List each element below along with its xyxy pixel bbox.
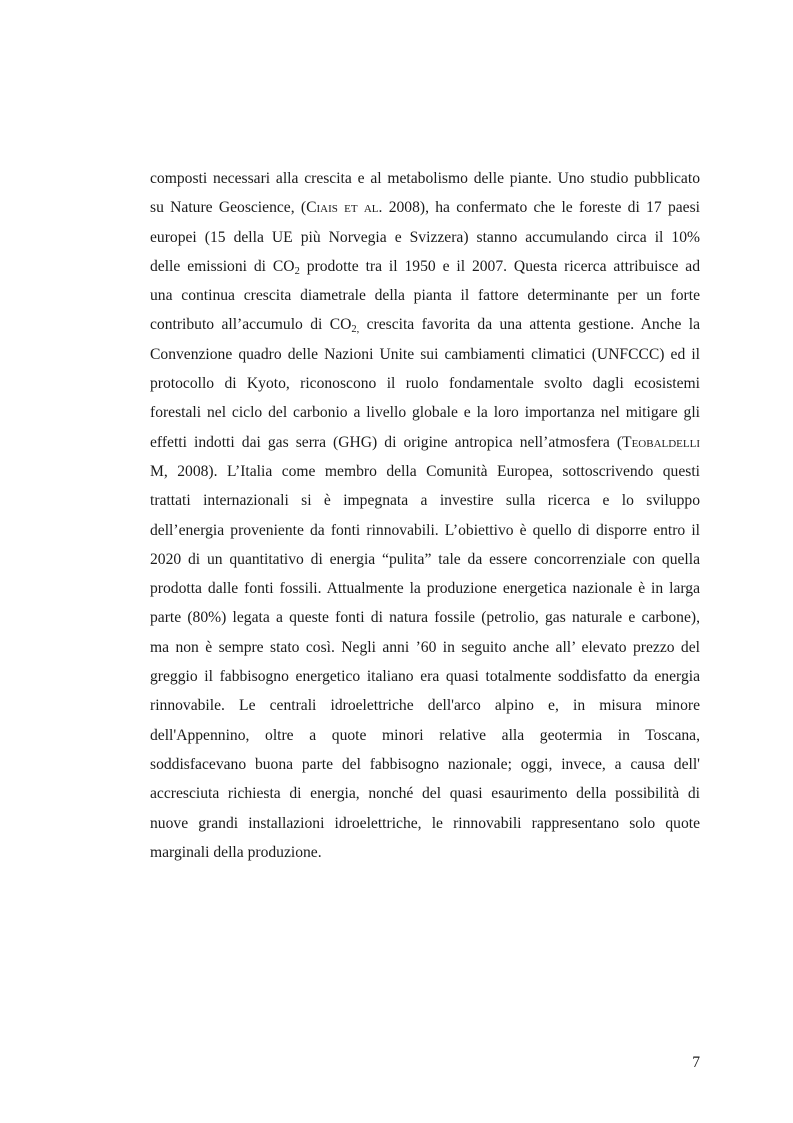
text-segment: dell’energia proveniente da fonti rinnovabili. L’obiettivo è quello di disporre entro il (150, 521, 700, 539)
text-line (150, 691, 700, 720)
subscript-text: 2 (294, 265, 300, 277)
citation-text: Teobaldelli (622, 433, 700, 451)
text-line (150, 574, 700, 603)
text-segment: nuove grandi installazioni idroelettriche, le rinnovabili rappresentano solo quote (150, 814, 700, 832)
text-segment: marginali della produzione. (150, 843, 322, 861)
text-line (150, 457, 700, 486)
text-segment: , 2008). L’Italia come membro della Comunità Europea, sottoscrivendo questi (163, 462, 700, 480)
text-line (150, 281, 700, 310)
text-segment: parte (80%) legata a queste fonti di natura fossile (petrolio, gas naturale e carbone), (150, 609, 700, 627)
citation-text: M (150, 462, 164, 480)
text-line (150, 252, 700, 281)
text-segment: prodotta dalle fonti fossili. Attualmente la produzione energetica nazionale è in larga (150, 580, 700, 598)
text-line (150, 662, 700, 691)
body-paragraph (150, 164, 700, 867)
text-segment: prodotte tra il 1950 e il 2007. Questa ricerca attribuisce ad (299, 257, 700, 275)
text-line (150, 721, 700, 750)
text-line (150, 223, 700, 252)
text-line (150, 428, 700, 457)
text-segment: crescita favorita da una attenta gestione. Anche la (359, 316, 700, 334)
text-line (150, 838, 700, 867)
text-line (150, 486, 700, 515)
text-line (150, 369, 700, 398)
text-segment: ), ha confermato che le foreste di 17 paesi (419, 199, 700, 217)
text-segment: ma non è sempre stato così. Negli anni ’60 in seguito anche all’ elevato prezzo del (150, 638, 700, 656)
text-line (150, 398, 700, 427)
text-segment: forestali nel ciclo del carbonio a livello globale e la loro importanza nel mitigare gli (150, 404, 700, 422)
text-segment: contributo all’accumulo di CO (150, 316, 352, 334)
text-segment: soddisfacevano buona parte del fabbisogno nazionale; oggi, invece, a causa dell' (150, 755, 700, 773)
text-segment: europei (15 della UE più Norvegia e Svizzera) stanno accumulando circa il 10% (150, 228, 700, 246)
text-line (150, 779, 700, 808)
text-line (150, 310, 700, 339)
subscript-text: 2, (351, 324, 360, 336)
page-number: 7 (692, 1054, 700, 1071)
text-segment: dell'Appennino, oltre a quote minori relative alla geotermia in Toscana, (150, 726, 700, 744)
text-line (150, 164, 700, 193)
text-segment: su Nature Geoscience, ( (150, 199, 307, 217)
citation-text: Ciais et al. 2008 (306, 199, 420, 217)
text-line (150, 809, 700, 838)
text-segment: Convenzione quadro delle Nazioni Unite sui cambiamenti climatici (UNFCCC) ed il (150, 345, 700, 363)
text-segment: accresciuta richiesta di energia, nonché del quasi esaurimento della possibilità di (150, 785, 700, 803)
text-segment: rinnovabile. Le centrali idroelettriche dell'arco alpino e, in misura minore (150, 697, 700, 715)
text-line (150, 750, 700, 779)
text-line (150, 193, 700, 222)
text-segment: protocollo di Kyoto, riconoscono il ruolo fondamentale svolto dagli ecosistemi (150, 375, 700, 393)
text-segment: trattati internazionali si è impegnata a investire sulla ricerca e lo sviluppo (150, 492, 700, 510)
text-segment: una continua crescita diametrale della pianta il fattore determinante per un forte (150, 287, 700, 305)
text-line (150, 633, 700, 662)
text-segment: greggio il fabbisogno energetico italiano era quasi totalmente soddisfatto da energia (150, 668, 700, 686)
text-line (150, 516, 700, 545)
text-segment: composti necessari alla crescita e al metabolismo delle piante. Uno studio pubblicato (150, 170, 700, 187)
text-line (150, 340, 700, 369)
text-segment: 2020 di un quantitativo di energia “pulita” tale da essere concorrenziale con quella (150, 550, 700, 568)
text-segment: effetti indotti dai gas serra (GHG) di origine antropica nell’atmosfera ( (150, 433, 623, 451)
text-line (150, 545, 700, 574)
text-line (150, 603, 700, 632)
text-segment: delle emissioni di CO (150, 257, 295, 275)
